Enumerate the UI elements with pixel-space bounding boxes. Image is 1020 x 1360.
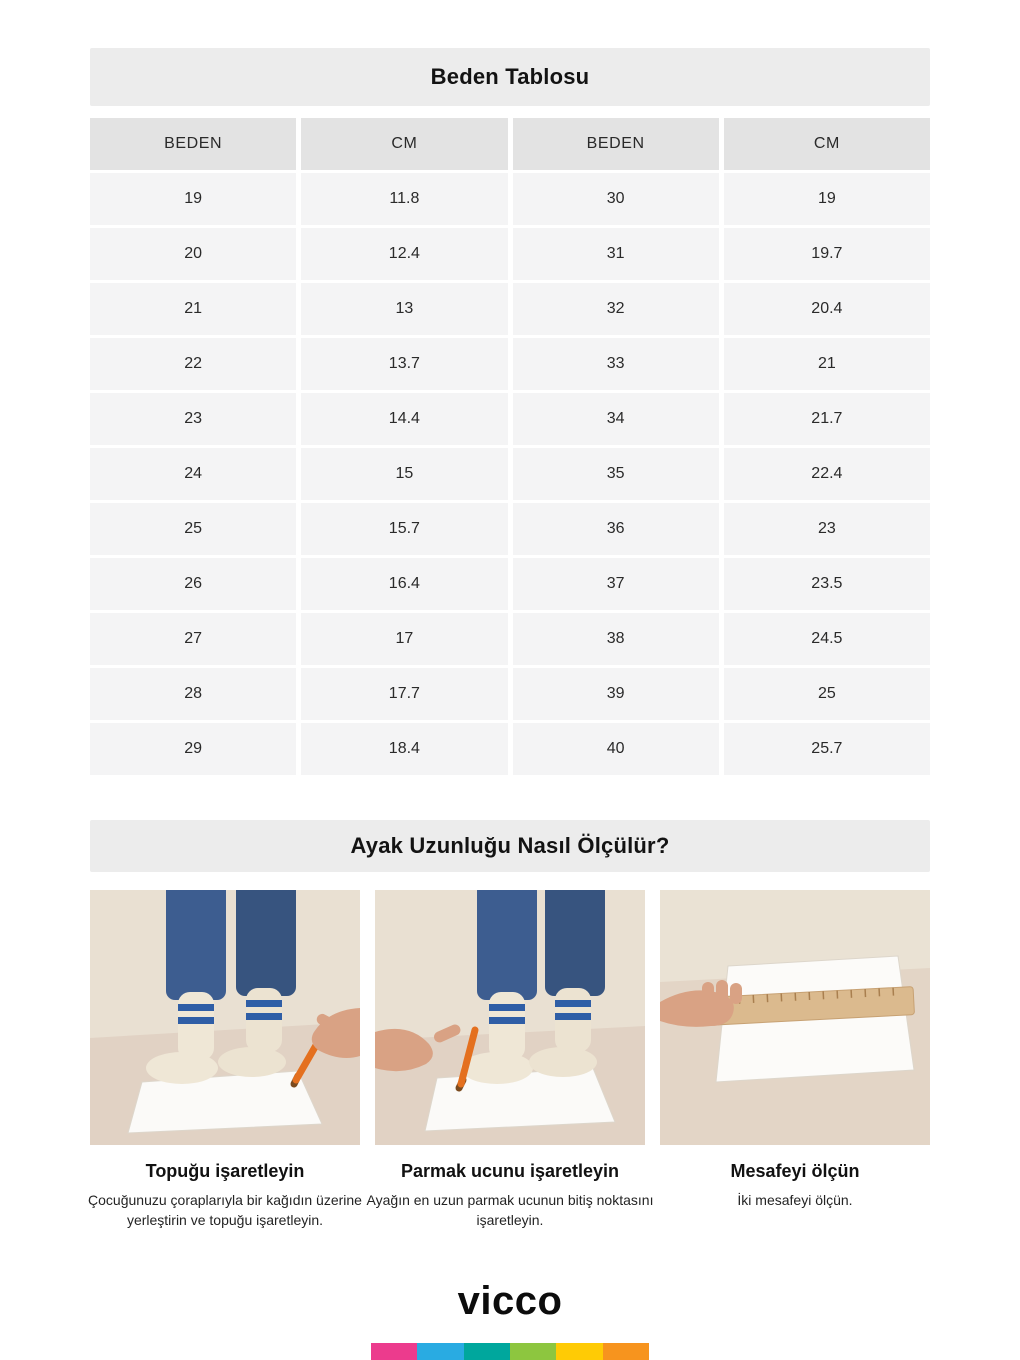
cm-cell: 13 bbox=[301, 283, 507, 335]
step-photo-mark-heel bbox=[90, 890, 360, 1145]
cm-cell: 21.7 bbox=[724, 393, 930, 445]
cm-cell: 17.7 bbox=[301, 668, 507, 720]
size-cell: 28 bbox=[90, 668, 296, 720]
cm-cell: 13.7 bbox=[301, 338, 507, 390]
brand-color-bar bbox=[371, 1343, 649, 1360]
cm-cell: 15.7 bbox=[301, 503, 507, 555]
cm-cell: 16.4 bbox=[301, 558, 507, 610]
step-title: Mesafeyi ölçün bbox=[730, 1161, 860, 1181]
size-cell: 22 bbox=[90, 338, 296, 390]
measure-section-banner bbox=[90, 820, 930, 872]
step-title: Topuğu işaretleyin bbox=[145, 1161, 305, 1181]
measure-steps bbox=[90, 890, 930, 1231]
cm-cell: 23.5 bbox=[724, 558, 930, 610]
size-cell: 26 bbox=[90, 558, 296, 610]
step-description: Ayağın en uzun parmak ucunun bitiş noktasını işaretleyin. bbox=[366, 1192, 654, 1229]
size-table-title: Beden Tablosu bbox=[430, 64, 590, 89]
cm-cell: 23 bbox=[724, 503, 930, 555]
size-cell: 38 bbox=[513, 613, 719, 665]
size-cell: 33 bbox=[513, 338, 719, 390]
cm-cell: 24.5 bbox=[724, 613, 930, 665]
step-description: Çocuğunuzu çoraplarıyla bir kağıdın üzerine yerleştirin ve topuğu işaretleyin. bbox=[88, 1192, 362, 1229]
brand-logo: vicco bbox=[457, 1278, 563, 1323]
size-cell: 21 bbox=[90, 283, 296, 335]
size-cell: 39 bbox=[513, 668, 719, 720]
logo-bar-segment bbox=[556, 1343, 602, 1360]
measure-section-title: Ayak Uzunluğu Nasıl Ölçülür? bbox=[350, 833, 670, 858]
size-table bbox=[90, 118, 930, 775]
cm-cell: 19 bbox=[724, 173, 930, 225]
logo-bar-segment bbox=[371, 1343, 417, 1360]
step-title: Parmak ucunu işaretleyin bbox=[400, 1161, 620, 1181]
size-cell: 32 bbox=[513, 283, 719, 335]
step-mark-toe bbox=[366, 890, 654, 1231]
cm-cell: 25 bbox=[724, 668, 930, 720]
cm-cell: 15 bbox=[301, 448, 507, 500]
cm-cell: 25.7 bbox=[724, 723, 930, 775]
cm-cell: 11.8 bbox=[301, 173, 507, 225]
logo-bar-segment bbox=[510, 1343, 556, 1360]
column-header-beden-right: BEDEN bbox=[513, 118, 719, 170]
step-measure-distance bbox=[660, 890, 930, 1231]
step-photo-mark-toe bbox=[375, 890, 645, 1145]
size-cell: 40 bbox=[513, 723, 719, 775]
size-cell: 34 bbox=[513, 393, 719, 445]
size-cell: 23 bbox=[90, 393, 296, 445]
size-cell: 27 bbox=[90, 613, 296, 665]
size-cell: 24 bbox=[90, 448, 296, 500]
size-cell: 31 bbox=[513, 228, 719, 280]
step-photo-measure bbox=[660, 890, 930, 1145]
logo-bar-segment bbox=[464, 1343, 510, 1360]
step-description: İki mesafeyi ölçün. bbox=[737, 1192, 853, 1208]
cm-cell: 22.4 bbox=[724, 448, 930, 500]
size-table-banner bbox=[90, 48, 930, 106]
cm-cell: 17 bbox=[301, 613, 507, 665]
size-cell: 30 bbox=[513, 173, 719, 225]
logo-bar-segment bbox=[417, 1343, 463, 1360]
logo-bar-segment bbox=[603, 1343, 649, 1360]
size-cell: 29 bbox=[90, 723, 296, 775]
column-header-cm-right: CM bbox=[724, 118, 930, 170]
cm-cell: 12.4 bbox=[301, 228, 507, 280]
size-cell: 19 bbox=[90, 173, 296, 225]
cm-cell: 19.7 bbox=[724, 228, 930, 280]
cm-cell: 21 bbox=[724, 338, 930, 390]
column-header-cm-left: CM bbox=[301, 118, 507, 170]
size-cell: 25 bbox=[90, 503, 296, 555]
cm-cell: 20.4 bbox=[724, 283, 930, 335]
size-cell: 20 bbox=[90, 228, 296, 280]
size-cell: 36 bbox=[513, 503, 719, 555]
size-cell: 37 bbox=[513, 558, 719, 610]
size-cell: 35 bbox=[513, 448, 719, 500]
cm-cell: 18.4 bbox=[301, 723, 507, 775]
column-header-beden-left: BEDEN bbox=[90, 118, 296, 170]
cm-cell: 14.4 bbox=[301, 393, 507, 445]
step-mark-heel bbox=[90, 890, 360, 1231]
